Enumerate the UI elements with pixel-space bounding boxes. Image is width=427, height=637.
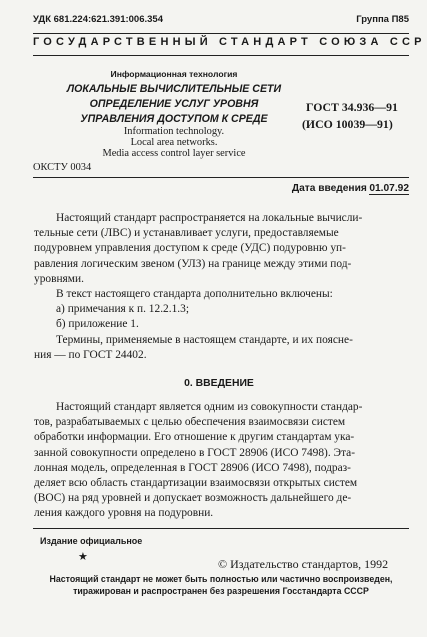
paragraph-line: Термины, применяемые в настоящем стандарте, и их поясне- (56, 334, 353, 346)
top-rule-upper (33, 33, 409, 34)
paragraph-line: а) примечания к п. 12.2.1.3; (56, 303, 189, 316)
okstu-code: ОКСТУ 0034 (33, 162, 92, 173)
paragraph-line: ления каждого уровня на подуровни. (34, 507, 214, 520)
edition-label: Издание официальное (40, 536, 143, 546)
top-rule-lower (33, 55, 409, 56)
title-line-1: ЛОКАЛЬНЫЕ ВЫЧИСЛИТЕЛЬНЫЕ СЕТИ (66, 83, 282, 95)
star-icon: ★ (78, 551, 88, 563)
english-line-2: Local area networks. (130, 137, 218, 148)
paragraph-line: тельные сети (ЛВС) и устанавливает услуги, предоставляемые (34, 227, 339, 240)
gost-number: ГОСТ 34.936—91 (306, 100, 398, 114)
paragraph-line: тов, разрабатываемых с целью обеспечения взаимосвязи систем (34, 416, 346, 429)
footer-rule (33, 528, 409, 529)
paragraph-line: уровнями. (34, 272, 84, 285)
english-line-3: Media access control layer service (102, 148, 246, 159)
paragraph-line: лонная модель, определенная в ГОСТ 28906 (ИСО 7498), подраз- (34, 461, 351, 474)
iso-number: (ИСО 10039—91) (302, 117, 393, 131)
copyright-notice-line-1: Настоящий стандарт не может быть полностью или частично воспроизведен, (49, 574, 393, 584)
copyright-notice-line-2: тиражирован и распространен без разрешения Госстандарта СССР (73, 586, 369, 596)
paragraph-line: равления логическим звеном (УЛЗ) на границе между этими под- (34, 257, 352, 270)
paragraph-introduction (34, 400, 404, 522)
paragraph-terms (34, 333, 404, 363)
paragraph-scope (34, 211, 404, 287)
intro-date-label: Дата введения (291, 183, 367, 194)
paragraph-line: ния — по ГОСТ 24402. (34, 349, 147, 362)
group-code: Группа П85 (356, 14, 409, 25)
paragraph-line: Настоящий стандарт является одним из совокупности стандар- (56, 401, 363, 413)
paragraph-line: (ВОС) на ряд уровней и допускает возможность дальнейшего де- (34, 492, 352, 505)
paragraph-line: деляет всю область стандартизации взаимосвязи открытых систем (34, 477, 358, 490)
intro-date-row (292, 183, 409, 194)
udk-code: УДК 681.224:621.391:006.354 (33, 14, 163, 25)
paragraph-line: Настоящий стандарт распространяется на локальные вычисли- (56, 212, 363, 224)
paragraph-line: обработки информации. Его отношение к другим стандартам ука- (34, 431, 355, 444)
category-label: Информационная технология (110, 69, 238, 79)
banner-title: ГОСУДАРСТВЕННЫЙ СТАНДАРТ СОЮЗА ССР (33, 36, 426, 48)
intro-date-value: 01.07.92 (369, 183, 409, 194)
paragraph-additions (34, 287, 404, 333)
paragraph-line: В текст настоящего стандарта дополнительно включены: (56, 288, 333, 300)
english-line-1: Information technology. (123, 126, 225, 137)
paragraph-line: подуровнем управления доступом к среде (УДС) подуровню уп- (34, 242, 346, 255)
section-heading: 0. ВВЕДЕНИЕ (184, 378, 254, 389)
paragraph-line: занной совокупности определено в ГОСТ 28906 (ИСО 7498). Эта- (34, 446, 356, 459)
title-line-3: УПРАВЛЕНИЯ ДОСТУПОМ К СРЕДЕ (80, 113, 268, 125)
publisher-line: © Издательство стандартов, 1992 (218, 557, 389, 571)
paragraph-line: б) приложение 1. (56, 318, 139, 331)
title-block-rule (33, 177, 409, 178)
title-line-2: ОПРЕДЕЛЕНИЕ УСЛУГ УРОВНЯ (89, 98, 259, 110)
